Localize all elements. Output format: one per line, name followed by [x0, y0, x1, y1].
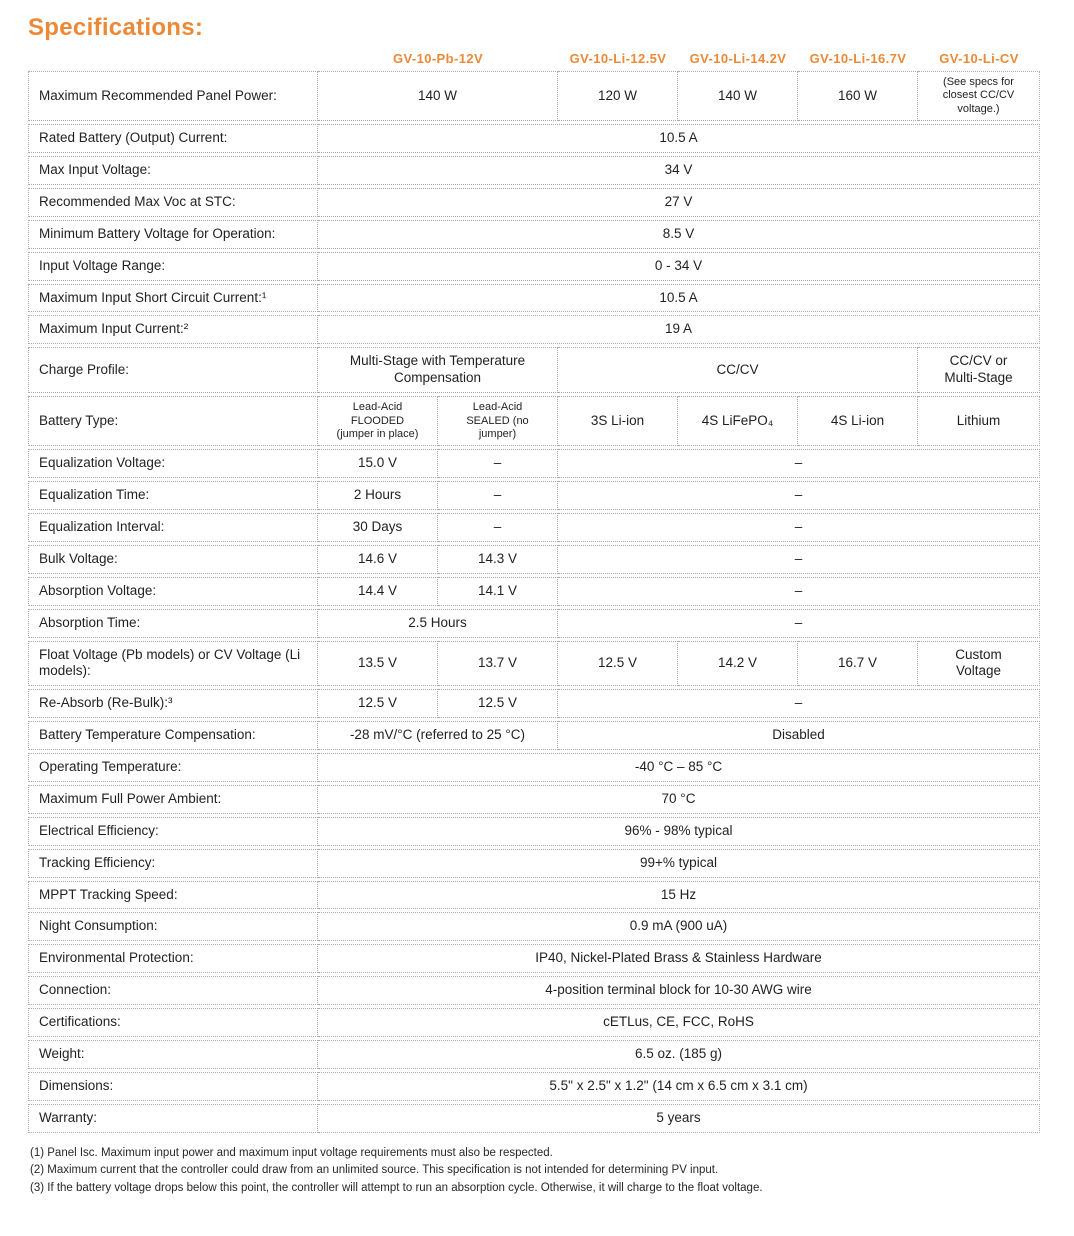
spec-value-all: 6.5 oz. (185 g) [318, 1040, 1040, 1069]
spec-value-li167: 160 W [798, 71, 918, 121]
spec-row-mppt-speed [28, 881, 1040, 910]
spec-value-flooded: 30 Days [318, 513, 438, 542]
spec-label: Max Input Voltage: [28, 156, 318, 185]
spec-value-flooded: 15.0 V [318, 449, 438, 478]
spec-row-max-input-current [28, 315, 1040, 344]
spec-label: Weight: [28, 1040, 318, 1069]
spec-value-flooded: 12.5 V [318, 689, 438, 718]
spec-row-max-input-voltage [28, 156, 1040, 185]
spec-table [28, 48, 1040, 1136]
spec-row-warranty [28, 1104, 1040, 1133]
spec-label: Float Voltage (Pb models) or CV Voltage (Li models): [28, 641, 318, 687]
spec-value-all: 10.5 A [318, 124, 1040, 153]
spec-label: Input Voltage Range: [28, 252, 318, 281]
spec-row-battery-current [28, 124, 1040, 153]
column-header-li125: GV-10-Li-12.5V [569, 51, 667, 66]
spec-row-weight [28, 1040, 1040, 1069]
spec-label: Certifications: [28, 1008, 318, 1037]
spec-value-li142: 4S LiFePO₄ [678, 396, 798, 446]
spec-label: Electrical Efficiency: [28, 817, 318, 846]
spec-value-all: 5 years [318, 1104, 1040, 1133]
spec-value-li: – [558, 577, 1040, 606]
spec-label: Rated Battery (Output) Current: [28, 124, 318, 153]
spec-label: Warranty: [28, 1104, 318, 1133]
header-spacer [28, 51, 318, 68]
column-header-li167: GV-10-Li-16.7V [809, 51, 907, 66]
spec-label: Absorption Voltage: [28, 577, 318, 606]
spec-value-sealed: 14.3 V [438, 545, 558, 574]
spec-label: Re-Absorb (Re-Bulk):³ [28, 689, 318, 718]
spec-value-sealed: 13.7 V [438, 641, 558, 687]
spec-label: Operating Temperature: [28, 753, 318, 782]
spec-row-certifications [28, 1008, 1040, 1037]
spec-row-max-voc [28, 188, 1040, 217]
spec-row-absorption-voltage [28, 577, 1040, 606]
spec-label: Connection: [28, 976, 318, 1005]
spec-label: Tracking Efficiency: [28, 849, 318, 878]
spec-value-all: 27 V [318, 188, 1040, 217]
spec-value-pb-sealed: Lead-Acid SEALED (no jumper) [438, 396, 558, 446]
spec-row-dimensions [28, 1072, 1040, 1101]
spec-row-float-voltage [28, 641, 1040, 687]
spec-value-all: 34 V [318, 156, 1040, 185]
spec-value-li167: 4S Li-ion [798, 396, 918, 446]
spec-value-li142: 140 W [678, 71, 798, 121]
spec-row-input-voltage-range [28, 252, 1040, 281]
spec-label: Maximum Input Current:² [28, 315, 318, 344]
spec-value-li: – [558, 481, 1040, 510]
spec-value-all: 0.9 mA (900 uA) [318, 912, 1040, 941]
spec-label: Equalization Time: [28, 481, 318, 510]
spec-value-li125: 3S Li-ion [558, 396, 678, 446]
spec-row-operating-temp [28, 753, 1040, 782]
column-header-li142: GV-10-Li-14.2V [689, 51, 787, 66]
spec-label: Recommended Max Voc at STC: [28, 188, 318, 217]
spec-value-li: – [558, 689, 1040, 718]
spec-row-equalization-time [28, 481, 1040, 510]
spec-value-all: 0 - 34 V [318, 252, 1040, 281]
spec-value-all: cETLus, CE, FCC, RoHS [318, 1008, 1040, 1037]
spec-row-temp-compensation [28, 721, 1040, 750]
spec-label: Equalization Interval: [28, 513, 318, 542]
spec-value-pb12: 140 W [318, 71, 558, 121]
spec-value-pb12: 2.5 Hours [318, 609, 558, 638]
spec-value-all: 15 Hz [318, 881, 1040, 910]
spec-value-sealed: – [438, 481, 558, 510]
spec-value-licv: Lithium [918, 396, 1040, 446]
spec-label: Charge Profile: [28, 347, 318, 393]
spec-label: MPPT Tracking Speed: [28, 881, 318, 910]
spec-value-flooded: 2 Hours [318, 481, 438, 510]
spec-row-bulk-voltage [28, 545, 1040, 574]
spec-value-li: – [558, 513, 1040, 542]
spec-value-li: Disabled [558, 721, 1040, 750]
spec-value-pb12: Multi-Stage with Temperature Compensation [318, 347, 558, 393]
spec-value-flooded: 13.5 V [318, 641, 438, 687]
spec-value-li: CC/CV [558, 347, 918, 393]
spec-row-panel-power [28, 71, 1040, 121]
spec-row-battery-type [28, 396, 1040, 446]
column-header-row [28, 51, 1040, 68]
spec-label: Maximum Recommended Panel Power: [28, 71, 318, 121]
spec-value-all: 19 A [318, 315, 1040, 344]
spec-value-licv: Custom Voltage [918, 641, 1040, 687]
spec-row-reabsorb [28, 689, 1040, 718]
column-header-pb12: GV-10-Pb-12V [392, 51, 484, 66]
spec-row-environmental [28, 944, 1040, 973]
spec-row-night-consumption [28, 912, 1040, 941]
spec-value-all: IP40, Nickel-Plated Brass & Stainless Hardware [318, 944, 1040, 973]
spec-value-li: – [558, 545, 1040, 574]
spec-row-max-full-power-ambient [28, 785, 1040, 814]
spec-value-pb12: -28 mV/°C (referred to 25 °C) [318, 721, 558, 750]
spec-value-licv: CC/CV or Multi-Stage [918, 347, 1040, 393]
spec-label: Battery Temperature Compensation: [28, 721, 318, 750]
spec-value-li142: 14.2 V [678, 641, 798, 687]
spec-row-equalization-voltage [28, 449, 1040, 478]
footnote-3: (3) If the battery voltage drops below this point, the controller will attempt to run an absorption cycle. Otherwise, it will charge to the float voltage. [30, 1181, 763, 1194]
spec-value-flooded: 14.6 V [318, 545, 438, 574]
spec-value-all: 96% - 98% typical [318, 817, 1040, 846]
spec-value-all: 8.5 V [318, 220, 1040, 249]
spec-row-equalization-interval [28, 513, 1040, 542]
spec-label: Night Consumption: [28, 912, 318, 941]
spec-row-absorption-time [28, 609, 1040, 638]
spec-value-licv: (See specs for closest CC/CV voltage.) [918, 71, 1040, 121]
spec-label: Bulk Voltage: [28, 545, 318, 574]
spec-value-li125: 12.5 V [558, 641, 678, 687]
spec-row-max-short-circuit [28, 284, 1040, 313]
spec-label: Dimensions: [28, 1072, 318, 1101]
spec-row-connection [28, 976, 1040, 1005]
footnote-1: (1) Panel Isc. Maximum input power and maximum input voltage requirements must also be respected. [30, 1146, 553, 1159]
spec-label: Maximum Input Short Circuit Current:¹ [28, 284, 318, 313]
spec-value-li: – [558, 449, 1040, 478]
spec-row-tracking-efficiency [28, 849, 1040, 878]
spec-label: Absorption Time: [28, 609, 318, 638]
page-title: Specifications: [28, 14, 204, 41]
spec-value-sealed: – [438, 449, 558, 478]
spec-label: Minimum Battery Voltage for Operation: [28, 220, 318, 249]
spec-row-min-battery-voltage [28, 220, 1040, 249]
spec-value-flooded: 14.4 V [318, 577, 438, 606]
spec-value-sealed: 14.1 V [438, 577, 558, 606]
spec-row-electrical-efficiency [28, 817, 1040, 846]
spec-label: Maximum Full Power Ambient: [28, 785, 318, 814]
spec-value-all: 5.5" x 2.5" x 1.2" (14 cm x 6.5 cm x 3.1 cm) [318, 1072, 1040, 1101]
spec-label: Environmental Protection: [28, 944, 318, 973]
spec-value-li125: 120 W [558, 71, 678, 121]
spec-value-li: – [558, 609, 1040, 638]
spec-value-all: 10.5 A [318, 284, 1040, 313]
spec-row-charge-profile [28, 347, 1040, 393]
column-header-licv: GV-10-Li-CV [939, 51, 1019, 66]
spec-value-sealed: – [438, 513, 558, 542]
spec-value-all: 4-position terminal block for 10-30 AWG wire [318, 976, 1040, 1005]
spec-value-all: 70 °C [318, 785, 1040, 814]
footnote-2: (2) Maximum current that the controller could draw from an unlimited source. This specification is not intended for determining PV input. [30, 1164, 719, 1177]
footnotes [28, 1145, 1048, 1197]
spec-value-all: 99+% typical [318, 849, 1040, 878]
spec-value-pb-flooded: Lead-Acid FLOODED (jumper in place) [318, 396, 438, 446]
spec-label: Equalization Voltage: [28, 449, 318, 478]
spec-value-all: -40 °C – 85 °C [318, 753, 1040, 782]
spec-value-li167: 16.7 V [798, 641, 918, 687]
spec-label: Battery Type: [28, 396, 318, 446]
spec-value-sealed: 12.5 V [438, 689, 558, 718]
